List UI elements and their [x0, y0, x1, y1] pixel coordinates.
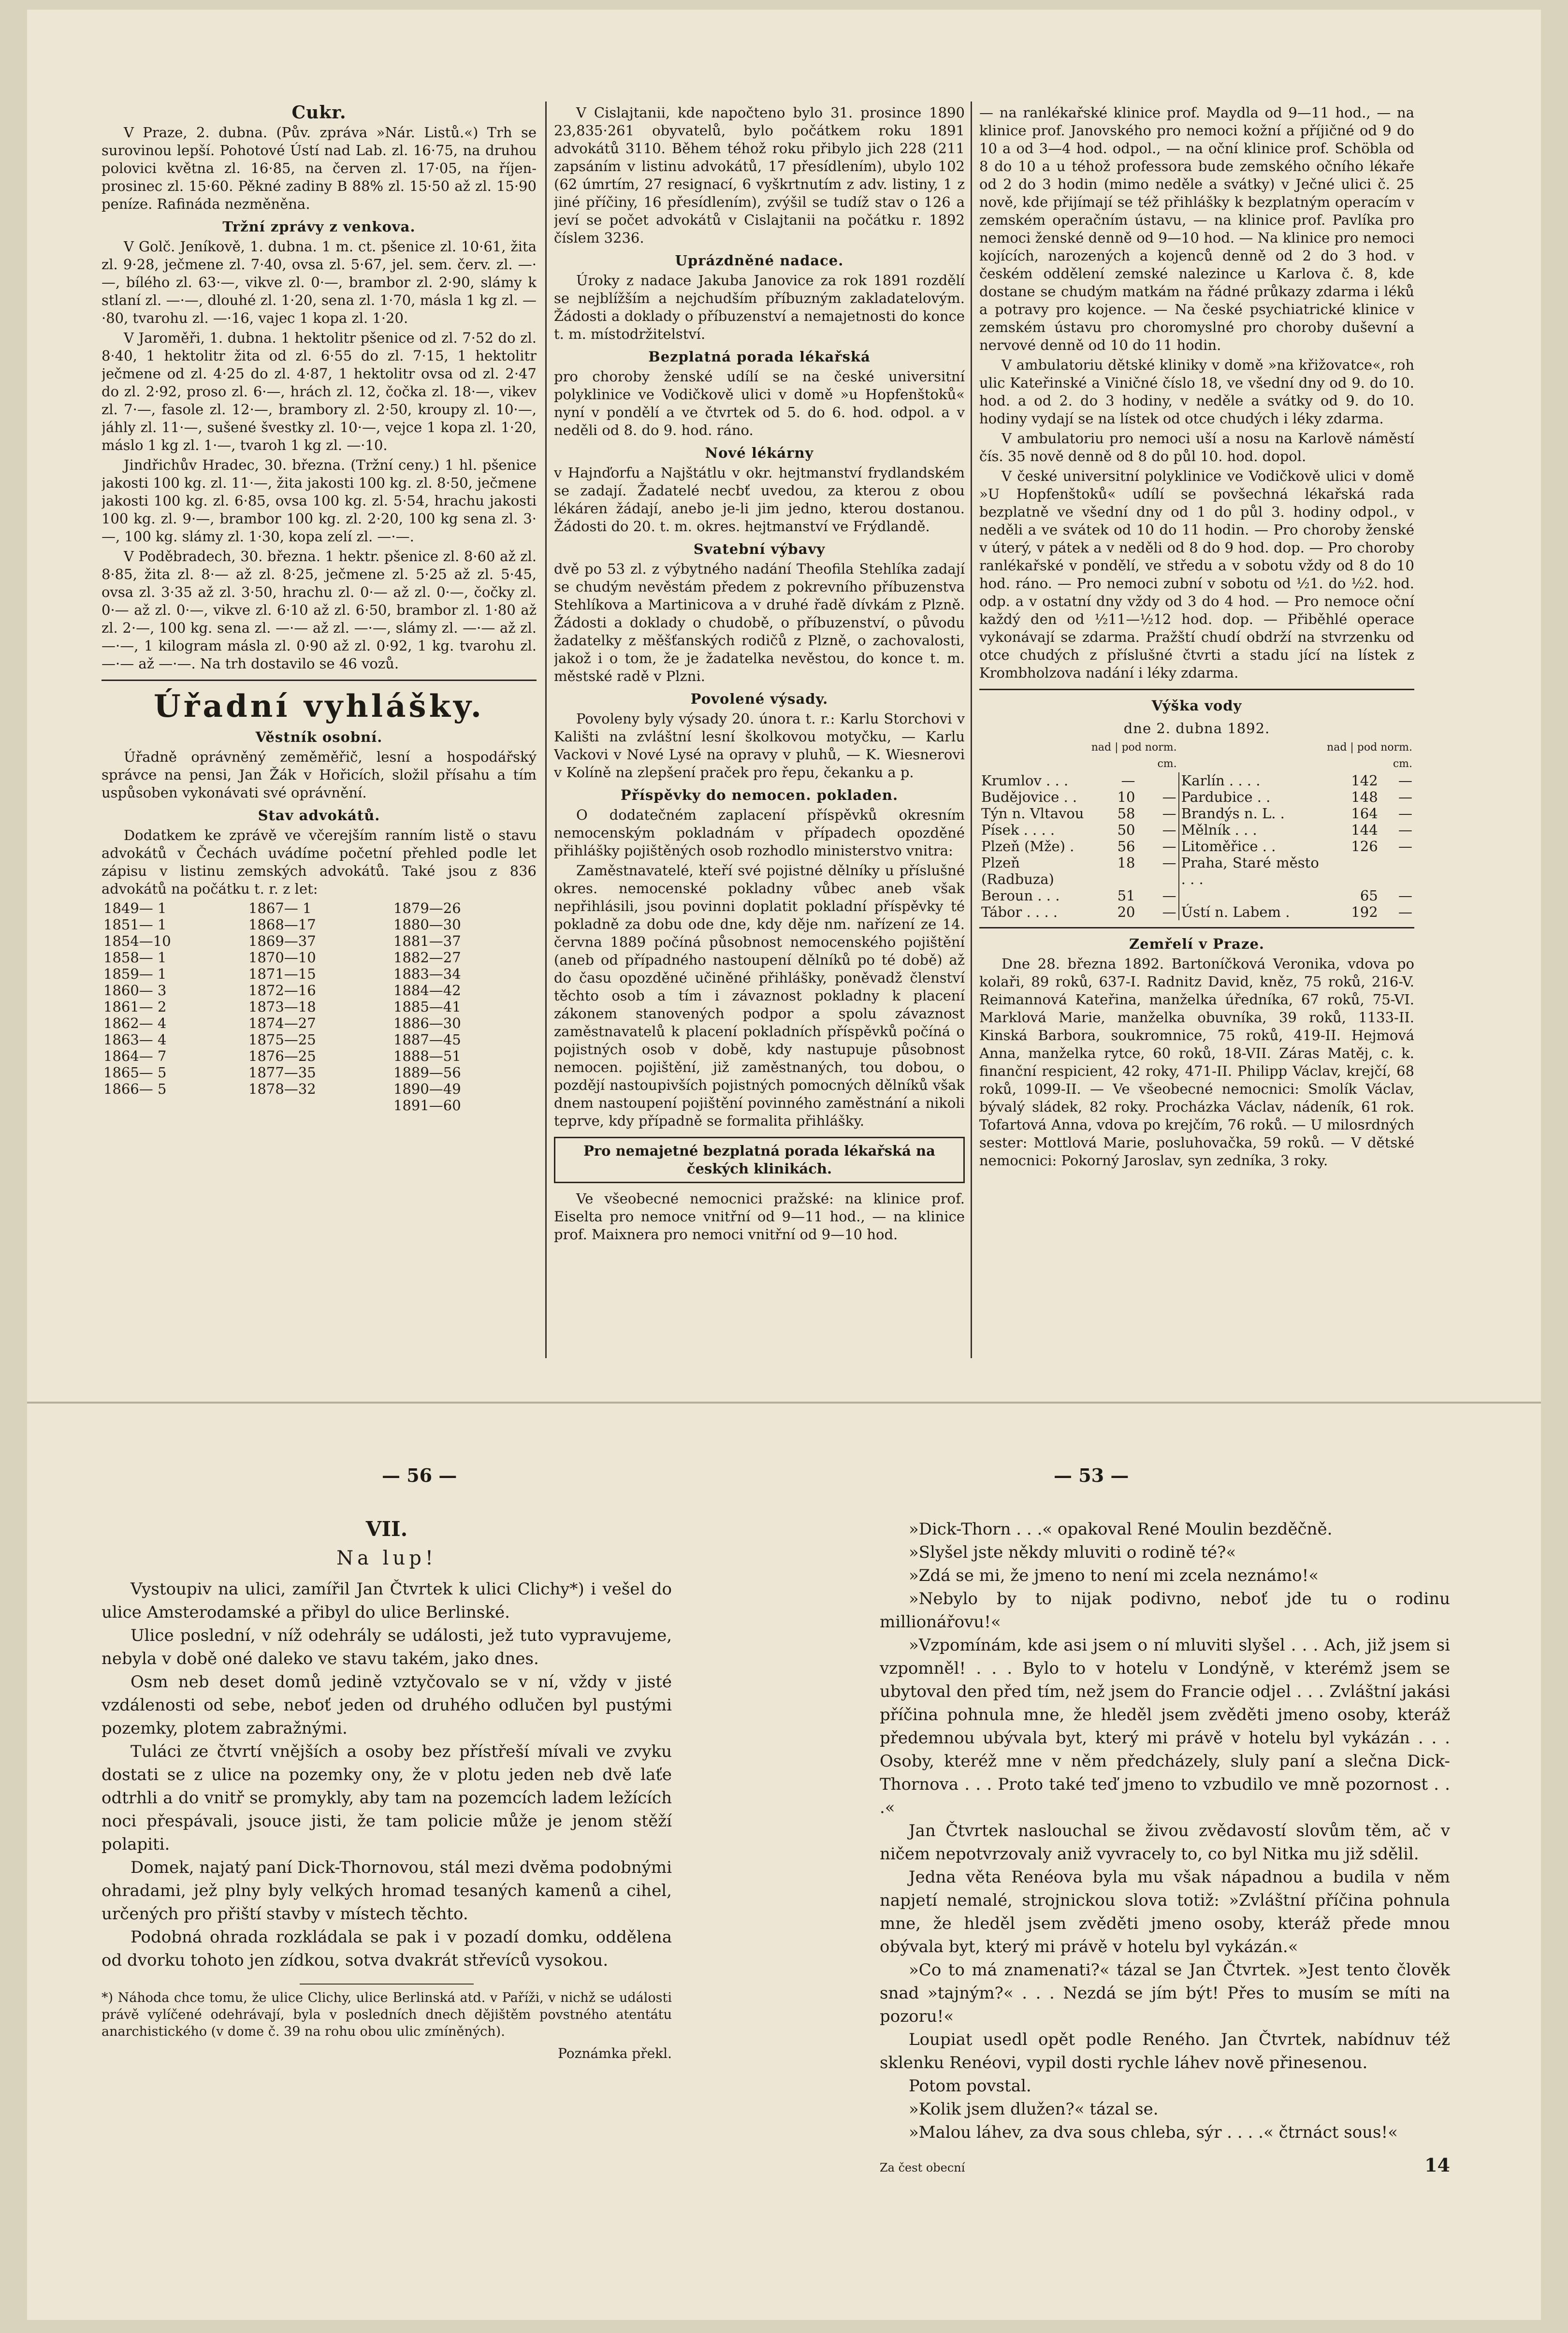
novel-paragraph: Podobná ohrada rozkládala se pak i v pozadí domku, oddělena od dvorku tohoto jen zídkou, sotva dvakrát střevíců vysokou. — [102, 1927, 672, 1970]
water-level-heading: Výška vody — [1151, 697, 1242, 714]
market-report-1: V Golč. Jeníkově, 1. dubna. 1 m. ct. pšenice zl. 10·61, žita zl. 9·28, ječmene zl. 7·40, ovsa zl. 5·67, jel. sem. červ. zl. —·—, bílého zl. 63·—, vikve zl. 0·—, brambor zl. 2·90, slámy k stlaní zl. —·—, dlouhé zl. 1·20, sena zl. 1·70, másla 1 kg zl. —·80, tvarohu zl. —·16, vajec 1 kopa zl. 1·20. — [102, 238, 537, 326]
water-cell: Beroun . . . — [981, 887, 1060, 904]
water-row — [979, 822, 1414, 838]
polyclinic-text: V české universitní polyklinice ve Vodičkově ulici v domě »U Hopfenštoků« udílí se povšechná lékařská rada bezplatně ve všední dny od 1 do půl 3. hodiny odpol., v neděli a ve svátek od 10 do 11 hodin. — Pro choroby ženské v úterý, v pátek a v neděli od 8 do 9 hod. dop. — Pro choroby ranlékařské v pondělí, ve středu a v sobotu vždy od 8 do 10 hod. ráno. — Pro nemoci zubní v sobotu od ½1. do ½2. hod. odp. a v ostatní dny vždy od 3 do 4 hod. — Pro nemoce oční každý den od ½11—½12 hod. dop. — Přiběhlé operace vykonávají se zdarma. Pražští chudí obdrží na stvrzenku od otce chudých z příslušné čtvrti a stadu jící na lístek z Krombholzova nadání i léky zdarma. — [979, 468, 1414, 681]
years-cell: 1864— 7 — [103, 1048, 167, 1064]
years-cell: 1870—10 — [248, 949, 316, 966]
novel-paragraph: Tuláci ze čtvrtí vnějších a osoby bez přístřeší mívali ve zvyku dostati se z ulice na pozemky ony, že v plotu jeden neb dvě laťe odtrhli a do vnitř se promykly, aby tam na pozemcích ladem ležících noci přespávali, jsouce jisti, že tam policie může je jenom stěží polapiti. — [102, 1742, 672, 1854]
novel-paragraph: Vystoupiv na ulici, zamířil Jan Čtvrtek k ulici Clichy*) i vešel do ulice Amsterodamské a přibyl do ulice Berlinské. — [102, 1579, 672, 1622]
years-cell: 1886—30 — [393, 1015, 461, 1031]
section-rule — [979, 927, 1414, 928]
years-cell: 1860— 3 — [103, 982, 167, 999]
lawyers-heading: Stav advokátů. — [258, 807, 380, 824]
years-cell: 1887—45 — [393, 1031, 461, 1048]
years-cell: 1880—30 — [393, 916, 461, 933]
years-cell: 1878—32 — [248, 1081, 316, 1097]
dowry-heading: Svatební výbavy — [693, 541, 826, 557]
chapter-number: VII. — [365, 1517, 408, 1541]
page-number-right: — 53 — — [1054, 1464, 1129, 1486]
privileges-heading: Povolené výsady. — [690, 691, 828, 707]
water-cell: Karlín . . . . — [1179, 772, 1321, 789]
novel-paragraph: »Vzpomínám, kde asi jsem o ní mluviti slyšel . . . Ach, již jsem si vzpomněl! . . . Bylo to v hotelu v Londýně, v kterémž jsem se ubytoval den před tím, než jsem do Francie odjel . . . Zvláštní jakási příčina pohnula mne, že hleděl jsem zvěděti jmeno osoby, kteráž předemnou ubývala byt, který mi právě v hotelu byl vykázán . . . Osoby, kteréž mne v něm předcházely, sluly paní a slečna Dick-Thornova . . . Proto také teď jmeno to vzbudilo ve mně pozornost . . .« — [880, 1636, 1450, 1817]
years-row — [102, 1097, 537, 1114]
years-cell: 1884—42 — [393, 982, 461, 999]
years-row — [102, 1015, 537, 1031]
clinics-continued: — na ranlékařské klinice prof. Maydla od 9—11 hod., — na klinice prof. Janovského pro nemoci kožní a příjičné od 9 do 10 a od 3—4 hod. odpol., — na oční klinice prof. Schöbla od 8 do 10 a u téhož professora bude zemského očního lékaře od 2 do 3 hodin (mimo neděle a svátky) v Ječné ulici č. 25 nově, kde přijímají se též přihlášky k bezplatným operacím v zemském operačním ústavu, — na klinice prof. Pavlíka pro nemoci ženské denně od 9—10 hod. — Na klinice pro nemoci kojících, narozených a kojenců denně od 2 do 3 hod. v českém oddělení zemské nalezince u Karlova č. 8, kde dostane se chudým matkám na řádné průkazy zdarma i léků a potravy pro kojence. — Na české psychiatrické klinice v zemském ústavu pro choromyslné pro choroby duševní a nervové denně od 10 do 11 hodin. — [979, 104, 1414, 353]
section-rule — [102, 680, 537, 681]
novel-paragraph: »Slyšel jste někdy mluviti o rodině té?« — [909, 1543, 1236, 1562]
market-report-2: V Jaroměři, 1. dubna. 1 hektolitr pšenice od zl. 7·52 do zl. 8·40, 1 hektolitr žita od zl. 6·55 do zl. 7·15, 1 hektolitr ječmene od zl. 4·25 do zl. 4·87, 1 hektolitr ovsa od zl. 2·47 do zl. 2·92, proso zl. 6·—, hrách zl. 12, čočka zl. 18·—, vikev zl. 7·—, fasole zl. 12·—, brambory zl. 2·50, kroupy zl. 10·—, jáhly zl. 11·—, sušené švestky zl. 10·—, vejce 1 kopa zl. 1·20, máslo 1 kg zl. 1·—, tvaroh 1 kg zl. —·10. — [102, 330, 537, 453]
novel-paragraph: »Dick-Thorn . . .« opakoval René Moulin bezděčně. — [909, 1520, 1333, 1539]
personal-text: Úřadně oprávněný zeměměřič, lesní a hospodářský správce na pensi, Jan Žák v Hořicích, složil přísahu a tím uspůsoben vykonávati své oprávnění. — [102, 749, 537, 801]
water-cell: — — [1121, 772, 1135, 789]
years-cell: 1866— 5 — [103, 1081, 167, 1097]
water-cell — [1380, 855, 1414, 887]
personal-heading: Věstník osobní. — [255, 729, 383, 745]
novel-paragraph: »Zdá se mi, že jmeno to není mi zcela neznámo!« — [909, 1566, 1319, 1585]
novel-paragraph: Osm neb deset domů jedině vztyčovalo se v ní, vždy v jisté vzdálenosti od sebe, neboť jeden od druhého odlučen byl pustými pozemky, plotem zabražnými. — [102, 1672, 672, 1738]
water-cell: 56 — [1117, 838, 1135, 855]
free-clinic-box: Pro nemajetné bezplatná porada lékařská na českých klinikách. — [554, 1137, 965, 1183]
water-cell: Budějovice . . — [981, 789, 1077, 805]
ear-clinic-text: V ambulatoriu pro nemoci uší a nosu na Karlově náměstí čís. 35 nově denně od 8 do půl 10. hod. dopol. — [979, 430, 1414, 464]
water-cell: 126 — [1351, 838, 1378, 855]
water-row — [979, 904, 1414, 920]
water-cell: 50 — [1117, 822, 1135, 838]
water-cell: Ústí n. Labem . — [1179, 904, 1321, 920]
novel-paragraph: Potom povstal. — [909, 2076, 1031, 2096]
novel-paragraph: »Malou láhev, za dva sous chleba, sýr . . . .« čtrnáct sous!« — [909, 2123, 1398, 2142]
years-cell: 1883—34 — [393, 966, 461, 982]
years-cell: 1877—35 — [248, 1064, 316, 1081]
footnote: *) Náhoda chce tomu, že ulice Clichy, ulice Berlinská atd. v Paříži, v nichž se události právě vylíčené odehrávají, byla v posledních dnech dějištěm povstného atentátu anarchistického (v dome č. 39 na rohu obou ulic zmíněných). — [102, 1990, 672, 2039]
column-divider — [971, 101, 972, 1358]
medical-advice-text: pro choroby ženské udílí se na české universitní polyklinice ve Vodičkově ulici v domě »u Hopfenštoků« nyní v pondělí a ve čtvrtek od 5. do 6. hod. odpol. a v neděli od 8. do 9. hod. ráno. — [554, 368, 965, 438]
water-cell: — — [1162, 838, 1176, 855]
page-number-left: — 56 — — [382, 1464, 457, 1486]
years-cell: 1868—17 — [248, 916, 316, 933]
water-level-date: dne 2. dubna 1892. — [1123, 720, 1270, 737]
market-report-4: V Poděbradech, 30. března. 1 hektr. pšenice zl. 8·60 až zl. 8·85, žita zl. 8·— až zl. 8·25, ječmene zl. 5·25 až zl. 5·45, ovsa zl. 3·35 až zl. 3·50, hrachu zl. 0·— až zl. 0·—, čočky zl. 0·— až zl. 0·—, vikve zl. 6·10 až zl. 6·50, brambor zl. 1·80 až zl. 2·—, 100 kg. sena zl. —·— až zl. —·—, slámy zl. —·— až zl. —·—, 1 kilogram másla zl. 0·90 až zl. 0·92, 1 kg. tvarohu zl. —·— až —·—. Na trh dostavilo se 46 vozů. — [102, 548, 537, 672]
deaths-heading: Zemřelí v Praze. — [1129, 936, 1264, 952]
water-cell: — — [1398, 805, 1412, 822]
clinics-text: Ve všeobecné nemocnici pražské: na klinice prof. Eiselta pro nemoce vnitřní od 9—11 hod., — na klinice prof. Maixnera pro nemoci vnitřní od 9—10 hod. — [554, 1190, 965, 1243]
years-cell: 1873—18 — [248, 999, 316, 1015]
years-row — [102, 949, 537, 966]
market-report-3: Jindřichův Hradec, 30. března. (Tržní ceny.) 1 hl. pšenice jakosti 100 kg. zl. 11·—, žita jakosti 100 kg. zl. 8·50, ječmene jakosti 100 kg. zl. 6·85, ovsa 100 kg. zl. 5·54, hrachu jakosti 100 kg. zl. 9·—, brambor 100 kg. zl. 2·20, 100 kg sena zl. 3·—, 100 kg. slámy zl. 1·30, kopa zelí zl. —·—. — [102, 457, 537, 545]
chapter-title: Na lup! — [336, 1547, 437, 1569]
official-notices-heading: Úřadní vyhlášky. — [153, 688, 485, 725]
children-clinic-text: V ambulatoriu dětské kliniky v domě »na křižovatce«, roh ulic Kateřinské a Viničné číslo 18, ve všední dny od 9. do 10. hod. a od 2. do 3 hodiny, v neděle a svátky od 9. do 10. hodiny vydají se na lístek od otce chudých i léky zdarma. — [979, 357, 1414, 427]
water-cell: Písek . . . . — [981, 822, 1055, 838]
years-row — [102, 933, 537, 949]
water-cell — [1179, 887, 1321, 904]
water-cell: — — [1398, 904, 1412, 920]
water-header-left: nad | pod norm. cm. — [1091, 741, 1177, 770]
water-cell — [1321, 855, 1380, 887]
privileges-text: Povoleny byly výsady 20. února t. r.: Karlu Storchovi v Kališti na zvláštní lesní školkovou motyčku, — Karlu Vackovi v Nové Lysé na opravy v pluhů, — K. Wiesnerovi v Kolíně na zlepšení praček pro řepu, čekanku a p. — [554, 710, 965, 781]
years-cell: 1867— 1 — [248, 900, 312, 916]
years-row — [102, 900, 537, 916]
footnote-rule — [300, 1984, 474, 1985]
contributions-text-2: Zaměstnavatelé, kteří své pojistné dělníky u příslušné okres. nemocenské pokladny vůbec aneb však nepřihlásili, jsou povinni doplatit pokladní příspěvky té pokladně za dobu ode dne, kdy děje nm. nařízení ze 14. června 1889 počíná působnost nemocenského pojištění (aneb od případného nastoupení dělníků po té době) až do času opozděné učiněné přihlášky, poněvadž členství těchto osob a tím i závaznost pokladny k placení zákonem stanovených podpor a spolu závaznost zaměstnavatelů k placení pokladních příspěvků počíná o pojistných osob v době, kdy nastupuje působnost nemocen. pojištění, již zaměstnaných, tou dobou, o pozdějí nastoupivších pojistných pomocných dělníků však dnem nastoupení pojištění povinného zaměstnání a nikoli teprve, kdy případně se formalita přihlášky. — [554, 862, 965, 1129]
pharmacy-heading: Nové lékárny — [705, 445, 814, 461]
years-row — [102, 982, 537, 999]
years-cell — [247, 1097, 392, 1114]
novel-left-text — [102, 1578, 672, 1972]
years-cell: 1882—27 — [393, 949, 461, 966]
foundation-text: Úroky z nadace Jakuba Janovice za rok 1891 rozdělí se nejblížším a nejchudším příbuzným zakladatelovým. Žádosti a doklady o příbuzenství a nemajetnosti do konce t. m. místodržitelství. — [554, 272, 965, 342]
deaths-text: Dne 28. března 1892. Bartoníčková Veronika, vdova po kolaři, 89 roků, 637-I. Radnitz David, kněz, 75 roků, 216-V. Reimannová Kateřina, manželka úředníka, 67 roků, 75-VI. Marklová Marie, manželka obuvníka, 39 roků, 1133-II. Kinská Barbora, soukromnice, 75 roků, 419-II. Hejmová Anna, manželka rytce, 60 roků, 18-VII. Záras Matěj, c. k. finanční respicient, 42 roky, 471-II. Philipp Václav, krejčí, 68 roků, 1099-II. — Ve všeobecné nemocnici: Smolík Václav, bývalý sládek, 82 roky. Procházka Václav, nádeník, 61 rok. Tofartová Anna, vdova po krejčím, 76 roků. — U milosrdných sester: Mottlová Marie, posluhovačka, 59 roků. — V dětské nemocnici: Pokorný Jaroslav, syn zedníka, 3 roky. — [979, 956, 1414, 1169]
water-cell: 144 — [1351, 822, 1378, 838]
years-cell: 1874—27 — [248, 1015, 316, 1031]
years-cell: 1890—49 — [393, 1081, 461, 1097]
years-cell: 1875—25 — [248, 1031, 316, 1048]
years-cell — [102, 1097, 247, 1114]
water-cell: — — [1398, 887, 1412, 904]
water-cell: 164 — [1351, 805, 1378, 822]
water-cell: Pardubice . . — [1179, 789, 1321, 805]
dowry-text: dvě po 53 zl. z výbytného nadání Theofila Stehlíka zadají se chudým nevěstám předem z pokrevního příbuzenstva Stehlíkova a Martinicova a v druhé řadě dívkám z Plzně. Žádosti a doklady o chudobě, o příbuzenství, o původu žadatelky z měšťanských rodičů z Plzně, o zachovalosti, jakož i o tom, že je žadatelka nevěstou, do konce t. m. městské radě v Plzni. — [554, 561, 965, 684]
fold-line — [27, 1402, 1541, 1404]
water-row — [979, 805, 1414, 822]
water-cell: 51 — [1117, 887, 1135, 904]
years-cell: 1876—25 — [248, 1048, 316, 1064]
years-row — [102, 966, 537, 982]
years-cell: 1872—16 — [248, 982, 316, 999]
water-cell — [1137, 772, 1178, 789]
foundation-heading: Uprázdněné nadace. — [675, 252, 844, 269]
water-cell: Tábor . . . . — [981, 904, 1058, 920]
water-cell: — — [1162, 904, 1176, 920]
years-row — [102, 999, 537, 1015]
water-cell: 142 — [1351, 772, 1378, 789]
years-cell: 1871—15 — [248, 966, 316, 982]
novel-paragraph: Domek, najatý paní Dick-Thornovou, stál mezi dvěma podobnými ohradami, jež plny byly velkých hromad tesaných kamenů a cihel, určených pro přiští stavby v místech těchto. — [102, 1858, 672, 1924]
years-cell: 1881—37 — [393, 933, 461, 949]
years-row — [102, 1064, 537, 1081]
sugar-report: V Praze, 2. dubna. (Pův. zpráva »Nár. Listů.«) Trh se surovinou lepší. Pohotové Ústí nad Lab. zl. 16·75, na druhou polovici května zl. 16·85, na červen zl. 17·05, na říjen-prosinec zl. 15·60. Pěkné zadiny B 88% zl. 15·50 až zl. 15·90 peníze. Rafináda nezměněna. — [102, 124, 537, 212]
novel-paragraph: »Kolik jsem dlužen?« tázal se. — [909, 2100, 1159, 2119]
water-cell: — — [1162, 789, 1176, 805]
novel-paragraph: Jedna věta Renéova byla mu však nápadnou a budila v něm napjetí nemalé, strojnickou slova totiž: »Zvláštní příčina pohnula mne, že hleděl jsem zvěděti jmeno osoby, kteráž přede mnou obývala byt, který mi právě v hotelu byl vykázán.« — [880, 1868, 1450, 1956]
top-column-1 — [102, 104, 537, 1365]
column-divider — [545, 101, 547, 1358]
printer-note: Za čest obecní — [880, 2161, 965, 2174]
water-header-right: nad | pod norm. cm. — [1327, 741, 1412, 770]
years-cell: 1858— 1 — [103, 949, 167, 966]
novel-paragraph: Ulice poslední, v níž odehrály se události, jež tuto vypravujeme, nebyla v době oné daleko ve stavu takém, jako dnes. — [102, 1626, 672, 1668]
years-cell: 1888—51 — [393, 1048, 461, 1064]
years-row — [102, 1031, 537, 1048]
water-cell: Praha, Staré město . . . — [1179, 855, 1321, 887]
years-cell: 1889—56 — [393, 1064, 461, 1081]
water-cell: — — [1398, 822, 1412, 838]
water-cell: Mělník . . . — [1179, 822, 1321, 838]
water-cell: Plzeň (Radbuza) — [981, 855, 1054, 887]
water-cell: — — [1398, 772, 1412, 789]
years-cell: 1891—60 — [393, 1097, 461, 1114]
years-row — [102, 916, 537, 933]
water-cell: 65 — [1360, 887, 1378, 904]
water-cell: — — [1162, 887, 1176, 904]
water-cell: 10 — [1117, 789, 1135, 805]
top-column-3 — [979, 104, 1414, 1365]
water-row — [979, 772, 1414, 789]
water-cell: — — [1398, 838, 1412, 855]
water-cell: — — [1162, 855, 1176, 871]
years-cell: 1885—41 — [393, 999, 461, 1015]
novel-paragraph: Jan Čtvrtek naslouchal se živou zvědavostí slovům těm, ač v ničem nepotvrzovaly aniž vyvracely to, co byl Nitka mu již sdělil. — [880, 1821, 1450, 1864]
novel-paragraph: »Co to má znamenati?« tázal se Jan Čtvrtek. »Jest tento člověk snad »tajným?« . . . Nezdá se jím být! Přes to musím se míti na pozoru!« — [880, 1960, 1450, 2026]
novel-right-text — [880, 1518, 1450, 2144]
water-cell: Krumlov . . . — [981, 772, 1069, 789]
water-cell: 148 — [1351, 789, 1378, 805]
medical-advice-heading: Bezplatná porada lékařská — [648, 348, 871, 365]
water-row — [979, 887, 1414, 904]
water-level-table — [979, 739, 1414, 920]
years-cell: 1854—10 — [103, 933, 171, 949]
years-cell: 1849— 1 — [103, 900, 167, 916]
water-cell: 58 — [1117, 805, 1135, 822]
years-cell: 1869—37 — [248, 933, 316, 949]
water-cell: — — [1162, 805, 1176, 822]
water-cell: — — [1162, 822, 1176, 838]
market-heading: Tržní zprávy z venkova. — [222, 218, 416, 235]
years-cell: 1862— 4 — [103, 1015, 167, 1031]
footnote-signature: Poznámka překl. — [558, 2045, 672, 2061]
contributions-heading: Příspěvky do nemocen. pokladen. — [620, 787, 899, 803]
water-cell: 20 — [1117, 904, 1135, 920]
years-cell: 1865— 5 — [103, 1064, 167, 1081]
years-cell: 1863— 4 — [103, 1031, 167, 1048]
water-cell: Litoměřice . . — [1179, 838, 1321, 855]
water-row — [979, 838, 1414, 855]
section-rule — [979, 689, 1414, 690]
pharmacy-text: v Hajnďorfu a Najštátlu v okr. hejtmanství frydlandském se zadají. Žadatelé necbť uvedou, za kterou z obou lékáren žádají, anebo je-li jim jedno, kterou dostanou. Žádosti do 20. t. m. okres. hejtmanství ve Frýdlandě. — [554, 464, 965, 535]
water-row — [979, 789, 1414, 805]
water-cell: — — [1398, 789, 1412, 805]
years-cell: 1879—26 — [393, 900, 461, 916]
lawyers-text: Dodatkem ke zprávě ve včerejším ranním listě o stavu advokátů v Čechách uvádíme početní přehled podle let zápisu v listinu zemských advokátů. Také jsou z 836 advokátů na počátku t. r. z let: — [102, 827, 537, 897]
novel-page-left — [102, 1518, 672, 2267]
water-cell: Týn n. Vltavou — [981, 805, 1084, 822]
lawyers-years-table — [102, 900, 537, 1114]
water-cell: 18 — [1117, 855, 1135, 871]
years-row — [102, 1081, 537, 1097]
water-cell: Brandýs n. L. . — [1179, 805, 1321, 822]
years-row — [102, 1048, 537, 1064]
water-cell: 192 — [1351, 904, 1378, 920]
years-cell: 1859— 1 — [103, 966, 167, 982]
sugar-heading: Cukr. — [291, 104, 347, 123]
water-cell: Plzeň (Mže) . — [981, 838, 1074, 855]
novel-paragraph: Loupiat usedl opět podle Reného. Jan Čtvrtek, nabídnuv též sklenku Renéovi, vypil dosti rychle láhev nově přinesenou. — [880, 2030, 1450, 2072]
lawyers-cisleithania: V Cislajtanii, kde napočteno bylo 31. prosince 1890 23,835·261 obyvatelů, bylo počátkem roku 1891 advokátů 3110. Během téhož roku přibylo jich 228 (211 zapsáním v listinu advokátů, 17 přesídlením), ubylo 102 (62 úmrtím, 27 resignací, 6 vyškrtnutím z adv. listiny, 1 z jiné příčiny, 16 přesídlením), zvýšil se tudíž stav o 126 a jeví se počet advokátů v Cislajtanii na počátku r. 1892 číslem 3236. — [554, 104, 965, 246]
novel-paragraph: »Nebylo by to nijak podivno, neboť jde tu o rodinu millionářovu!« — [880, 1589, 1450, 1632]
top-column-2 — [554, 104, 965, 1365]
water-row — [979, 855, 1414, 887]
sheet-signature-number: 14 — [1424, 2154, 1450, 2176]
novel-page-right — [880, 1518, 1450, 2267]
contributions-text-1: O dodatečném zaplacení příspěvků okresním nemocenským pokladnám v případech opozděné přihlášky pojištěných osob rozhodlo ministerstvo vnitra: — [554, 807, 965, 859]
years-cell: 1851— 1 — [103, 916, 167, 933]
years-cell: 1861— 2 — [103, 999, 167, 1015]
